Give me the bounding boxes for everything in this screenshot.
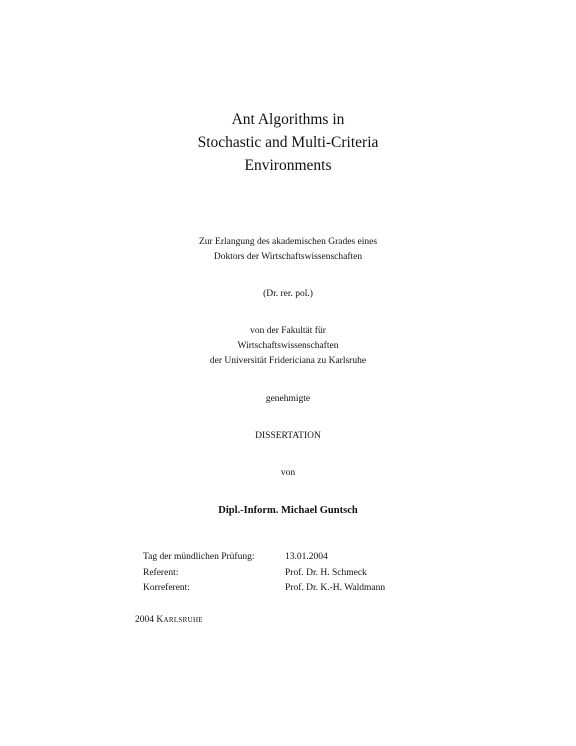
author-name: Dipl.-Inform. Michael Guntsch	[218, 505, 358, 516]
details-row-exam-date	[143, 550, 385, 566]
purpose-line-1: Zur Erlangung des akademischen Grades eines	[198, 237, 378, 247]
details-label: Tag der mündlichen Prüfung:	[143, 552, 255, 562]
by-text: von	[280, 468, 296, 478]
faculty-line-2: Wirtschaftswissenschaften	[237, 341, 339, 351]
title-line-2: Stochastic and Multi-Criteria	[197, 134, 379, 151]
faculty-line-3: der Universität Fridericiana zu Karlsruhe	[209, 356, 367, 366]
degree-abbreviation: (Dr. rer. pol.)	[263, 289, 313, 299]
purpose-line-2: Doktors der Wirtschaftswissenschaften	[213, 252, 363, 262]
footer-year-place	[135, 615, 203, 625]
details-row-referee	[143, 566, 385, 582]
footer-year: 2004	[135, 615, 154, 625]
degree-purpose	[0, 235, 576, 265]
details-value: 13.01.2004	[285, 552, 328, 562]
details-row-co-referee	[143, 581, 385, 597]
title-line-3: Environments	[244, 157, 332, 174]
details-value: Prof. Dr. H. Schmeck	[285, 567, 367, 578]
faculty-block	[0, 324, 576, 369]
examination-details	[143, 550, 385, 597]
details-label: Referent:	[143, 567, 179, 578]
title-line-1: Ant Algorithms in	[231, 111, 345, 128]
details-value: Prof. Dr. K.-H. Waldmann	[285, 583, 386, 593]
document-title	[0, 108, 576, 177]
faculty-line-1: von der Fakultät für	[250, 326, 326, 336]
details-label: Korreferent:	[143, 583, 190, 593]
document-type: DISSERTATION	[255, 431, 321, 441]
approved-text: genehmigte	[265, 394, 311, 404]
footer-place: Karlsruhe	[156, 615, 203, 625]
